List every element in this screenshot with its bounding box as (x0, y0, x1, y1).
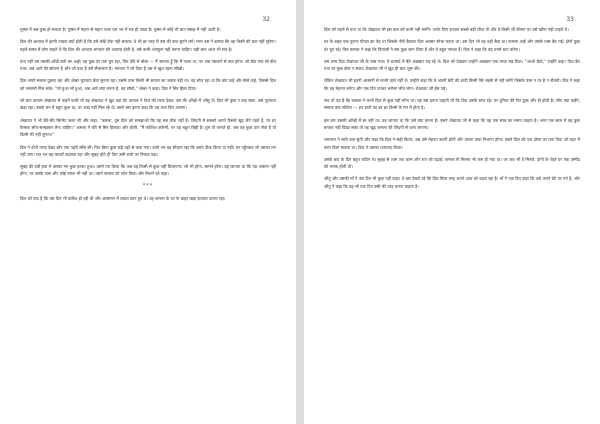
paragraph: सुबह की ठंडी हवा में उसका मन कुछ हल्का हुआ। उसने तय किया कि अब वह किसी से कुछ नहीं छिपाएगा। जो भी होगा, सामने होगा। वह जानता था कि यह आसान नहीं होगा, पर उसके पास और कोई रास्ता भी नहीं था। उसने कमला को फ़ोन किया और मिलने को कहा। (20, 164, 276, 177)
paragraph: जीतू और उसकी माँ ने उस दिन भी कुछ नहीं कहा। वे बस देखते रहे कि दिल किस तरह अपने आप को बदल रहा है। माँ ने एक दिन कहा कि उसे अपने बेटे पर गर्व है, और जीतू ने कहा कि वह भी एक दिन उसी की तरह बनना चाहता है। (324, 176, 580, 189)
paragraph: घर के बाहर एक पुराना पीपल का पेड़ था जिसके नीचे बैठकर दिल अक्सर सोचा करता था। उस दिन भी वह वहीं बैठा था। कमला आई और उसके पास बैठ गई। दोनों कुछ देर चुप रहे। फिर कमला ने कहा कि पिताजी ने सब कुछ जान लिया है और वे बहुत नाराज़ हैं। दिल ने कहा कि वह उनसे बात करेगा। (324, 39, 580, 52)
paragraph: सच तो यह है कि कमला ने कभी दिल से कुछ नहीं माँगा था। वह बस इतना चाहती थी कि दिल उसके साथ रहे। पर दुनिया की रीत कुछ और ही होती है। लोग क्या कहेंगे, समाज क्या सोचेगा — इन बातों का डर हर किसी के मन में होता है। (324, 98, 580, 111)
paragraph: दिल अपने सवाल पूछता रहा और शेखर चुपचाप बैठा सुनता रहा। उसके पास किसी भी सवाल का जवाब नहीं था। वह सोच रहा था कि क्या कहे और कैसे कहे, जिससे दिल को तसल्ली मिल सके। "जो हुआ सो हुआ, अब आगे क्या करना है, वह सोचो," शेखर ने कहा। दिल ने सिर हिला दिया। (20, 78, 276, 91)
paragraph: दिल की आवाज़ में इतनी ताक़त क्यों होती है कि उसे कोई रोक नहीं सकता। वे भी हर तरह से उस की बात सुनने लगे। मगर उस ने बताया कि वह किसी की बात नहीं सुनेगा। पहले समय में लोग कहते थे कि दिल की आवाज़ भगवान की आवाज़ होती है, उसे कभी अनसुना नहीं करना चाहिए। यही बात आज भी सच है। (20, 39, 277, 52)
paragraph: दिल को पहले से पता था कि शेखावत जी इस बात को कभी नहीं मानेंगे। उनके लिए इज़्ज़त सबसे बड़ी चीज़ थी और वे किसी भी कीमत पर उसे खोना नहीं चाहते थे। (324, 27, 569, 32)
page-number: 33 (566, 16, 574, 23)
left-page (0, 0, 296, 424)
paragraph: उसके बाद के दिन बहुत कठिन थे। सुबह से शाम तक काम और रात को पढ़ाई। कमला से मिलना भी कम हो गया था। पर जब भी वे मिलते, दोनों के चेहरे पर एक उम्मीद की चमक होती थी। (324, 156, 580, 170)
paragraph: दिल ने दोनों तरफ़ देखा और एक गहरी साँस ली। फिर बिना कुछ कहे वहाँ से चला गया। रास्ते भर वह सोचता रहा कि उसने ठीक किया या नहीं। घर पहुँचकर भी उसका मन नहीं लगा। रात भर वह करवटें बदलता रहा और सुबह होते ही फिर उसी रास्ते पर निकल पड़ा। (20, 144, 276, 157)
paragraph: पता नहीं तब उसकी आँखें क्यों भर आईं। वह कुछ देर तक चुप रहा, फिर धीरे से बोला — मैं जानता हूँ कि मैं गलत था, पर अब पछताने से क्या होगा। जो बीत गया सो बीत गया। अब आगे की सोचना है और जो बचा है उसे सँभालना है। भगवान ने जो दिया है उस में खुश रहना सीखो। (20, 58, 276, 72)
paragraph: गुस्सा में सब कुछ हो सकता है। गुस्सा में महान से महान राजा पल भर में रंक हो जाता है। गुस्सा में कोई भी बात समझ में नहीं आती है। (20, 27, 221, 32)
section-separator: *** (142, 182, 154, 189)
paragraph: जो बात कमला शेखावत से कहने वाली थी वह शेखावत ने खुद कह दी। कमला ने दिल की तरफ देखा। उस की आँखों में आँसू थे। दिल भी कुछ न कह सका, बस चुपचाप खड़ा रहा। उसके मन में बहुत कुछ था, पर शब्द नहीं मिल रहे थे। उसने बस इतना कहा कि वह कल फिर आएगा। (20, 98, 276, 111)
right-page (304, 0, 600, 424)
paragraph: लेकिन शेखावत जी इतनी आसानी से मानने वाले नहीं थे। उन्होंने कहा कि वे अपनी बेटी की शादी किसी ऐसे लड़के से नहीं करेंगे जिसके पास न घर है न नौकरी। दिल ने कहा कि वह मेहनत करेगा और एक दिन उनका भरोसा जीत लेगा। शेखावत जी हँस पड़े। (324, 78, 580, 91)
paragraph: रामचरन ने सारी बात सुनी और कहा कि दिल ने सही किया। अब उसे मेहनत करनी होगी और अपना वादा निभाना होगा। उसने दिल को एक दोस्त का पता दिया जो शहर में काम दिला सकता था। दिल ने उसका धन्यवाद किया। (324, 137, 580, 150)
paragraph: शेखावत ने भी बैठे-बैठे सिगरेट जला ली और कहा, "कमला, तुम दिल को समझाओ कि यह सब ठीक नहीं है। जिंदगी में सबको अपने फ़ैसले खुद लेने पड़ते हैं, पर हर फ़ैसला सोच-समझकर लेना चाहिए।" कमला ने धीरे से सिर हिलाया और बोली, "मैं कोशिश करूँगी, पर वह बहुत ज़िद्दी है। तुम तो जानते हो, जब वह कुछ ठान लेता है तो किसी की नहीं सुनता।" (20, 117, 276, 138)
page-number: 32 (262, 16, 270, 23)
paragraph: इस बार उसकी आँखों में डर नहीं था। वह जानता था कि उसे क्या करना है। उसने शेखावत जी से कहा कि वह एक साल का समय चाहता है। अगर एक साल में वह कुछ बनकर नहीं दिखा सका तो वह खुद कमला की ज़िंदगी से चला जाएगा। (324, 117, 580, 130)
paragraph: दिल को याद है कि उस दिन भी बारिश हो रही थी और आसमान में बादल छाए हुए थे। वह कमला के घर के बाहर खड़ा इंतज़ार करता रहा। (20, 195, 226, 201)
paragraph: उस शाम दिल शेखावत जी के पास गया। वे बरामदे में बैठे अख़बार पढ़ रहे थे। दिल को देखकर उन्होंने अख़बार एक तरफ़ रख दिया। "आओ बैठो," उन्होंने कहा। दिल बैठ गया पर कुछ बोल न सका। शेखावत जी ने खुद ही बात शुरू की। (324, 58, 580, 72)
